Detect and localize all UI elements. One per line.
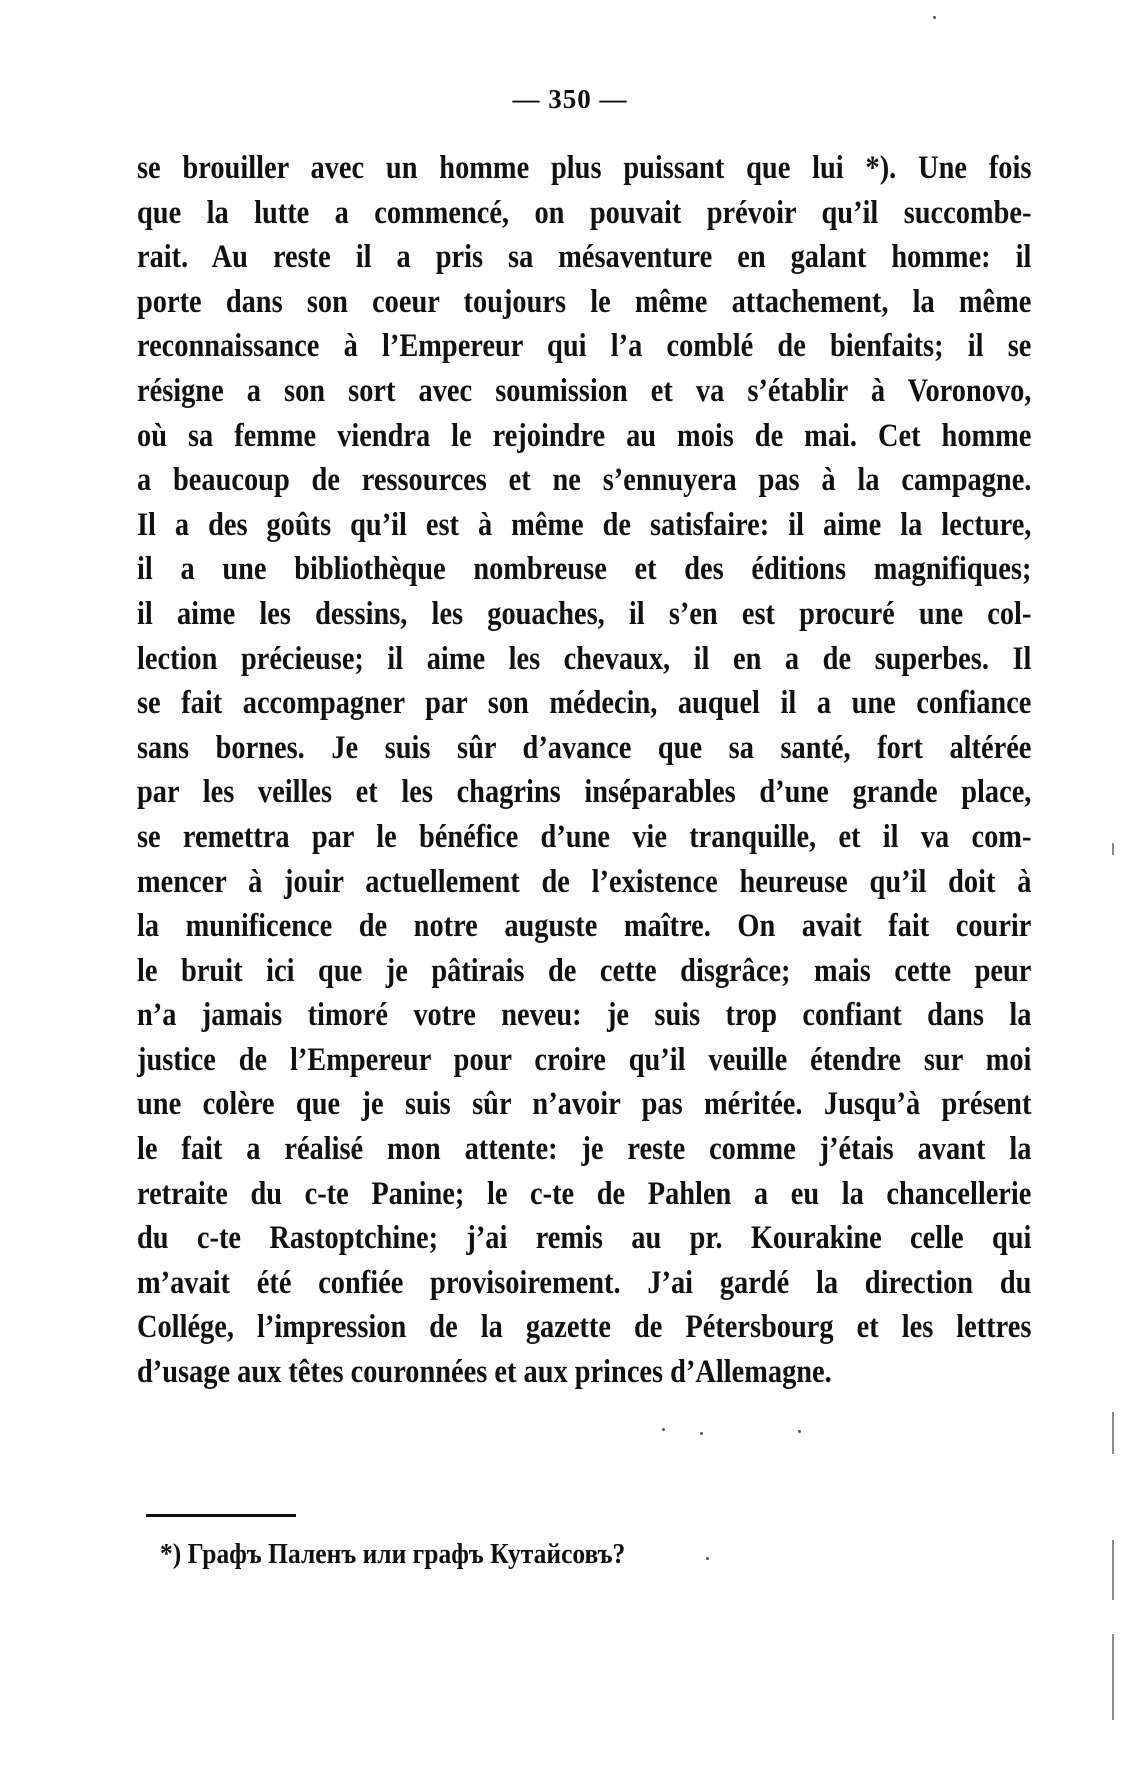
text-line: il a une bibliothèque nombreuse et des éditions magnifiques;: [137, 551, 1032, 588]
footnote-rule: [146, 1514, 296, 1517]
text-line: la munificence de notre auguste maître. On avait fait courir: [137, 908, 1032, 945]
text-line: retraite du c-te Panine; le c-te de Pahlen a eu la chancellerie: [137, 1175, 1032, 1212]
scan-speck: [662, 1428, 665, 1431]
text-line: m’avait été confiée provisoirement. J’ai gardé la direction du: [137, 1264, 1032, 1301]
text-line: par les veilles et les chagrins inséparables d’une grande place,: [137, 774, 1032, 811]
scan-speck: [706, 1557, 709, 1560]
body-text: [137, 146, 1032, 1395]
scan-edge-mark: [1112, 1634, 1114, 1720]
text-line: Collége, l’impression de la gazette de Pétersbourg et les lettres: [137, 1309, 1032, 1346]
text-line: une colère que je suis sûr n’avoir pas méritée. Jusqu’à présent: [137, 1086, 1032, 1123]
scan-speck: [700, 1432, 703, 1435]
text-line: résigne a son sort avec soumission et va s’établir à Voronovo,: [137, 372, 1032, 409]
text-line: n’a jamais timoré votre neveu: je suis trop confiant dans la: [137, 997, 1032, 1034]
text-line: il aime les dessins, les gouaches, il s’en est procuré une col-: [137, 595, 1032, 632]
text-line: où sa femme viendra le rejoindre au mois de mai. Cet homme: [137, 417, 1032, 454]
text-line: a beaucoup de ressources et ne s’ennuyera pas à la campagne.: [137, 462, 1032, 499]
text-line: reconnaissance à l’Empereur qui l’a comblé de bienfaits; il se: [137, 328, 1032, 365]
text-line: porte dans son coeur toujours le même attachement, la même: [137, 283, 1032, 320]
page-number: — 350 —: [512, 84, 628, 114]
text-line: mencer à jouir actuellement de l’existence heureuse qu’il doit à: [137, 863, 1032, 900]
text-line: que la lutte a commencé, on pouvait prévoir qu’il succombe-: [137, 194, 1032, 231]
text-line: le fait a réalisé mon attente: je reste comme j’étais avant la: [137, 1131, 1032, 1168]
text-line: d’usage aux têtes couronnées et aux princes d’Allemagne.: [137, 1354, 832, 1391]
text-line: se brouiller avec un homme plus puissant que lui *). Une fois: [137, 150, 1032, 186]
scan-edge-mark: [1112, 843, 1114, 855]
scan-edge-mark: [1112, 1540, 1114, 1600]
text-line: se remettra par le bénéfice d’une vie tranquille, et il va com-: [137, 818, 1032, 855]
text-line: justice de l’Empereur pour croire qu’il veuille étendre sur moi: [137, 1041, 1032, 1078]
text-line: lection précieuse; il aime les chevaux, il en a de superbes. Il: [137, 640, 1032, 677]
text-line: du c-te Rastoptchine; j’ai remis au pr. Kourakine celle qui: [137, 1220, 1032, 1257]
scan-edge-mark: [1112, 1412, 1114, 1454]
scan-speck: [798, 1430, 801, 1433]
text-line: rait. Au reste il a pris sa mésaventure en galant homme: il: [137, 239, 1032, 276]
text-line: sans bornes. Je suis sûr d’avance que sa santé, fort altérée: [137, 729, 1032, 766]
text-line: le bruit ici que je pâtirais de cette disgrâce; mais cette peur: [137, 952, 1032, 989]
scan-speck: [933, 16, 936, 19]
footnote: *) Графъ Паленъ или графъ Кутайсовъ?: [160, 1538, 626, 1570]
text-line: se fait accompagner par son médecin, auquel il a une confiance: [137, 685, 1032, 722]
text-line: Il a des goûts qu’il est à même de satisfaire: il aime la lecture,: [137, 506, 1032, 543]
